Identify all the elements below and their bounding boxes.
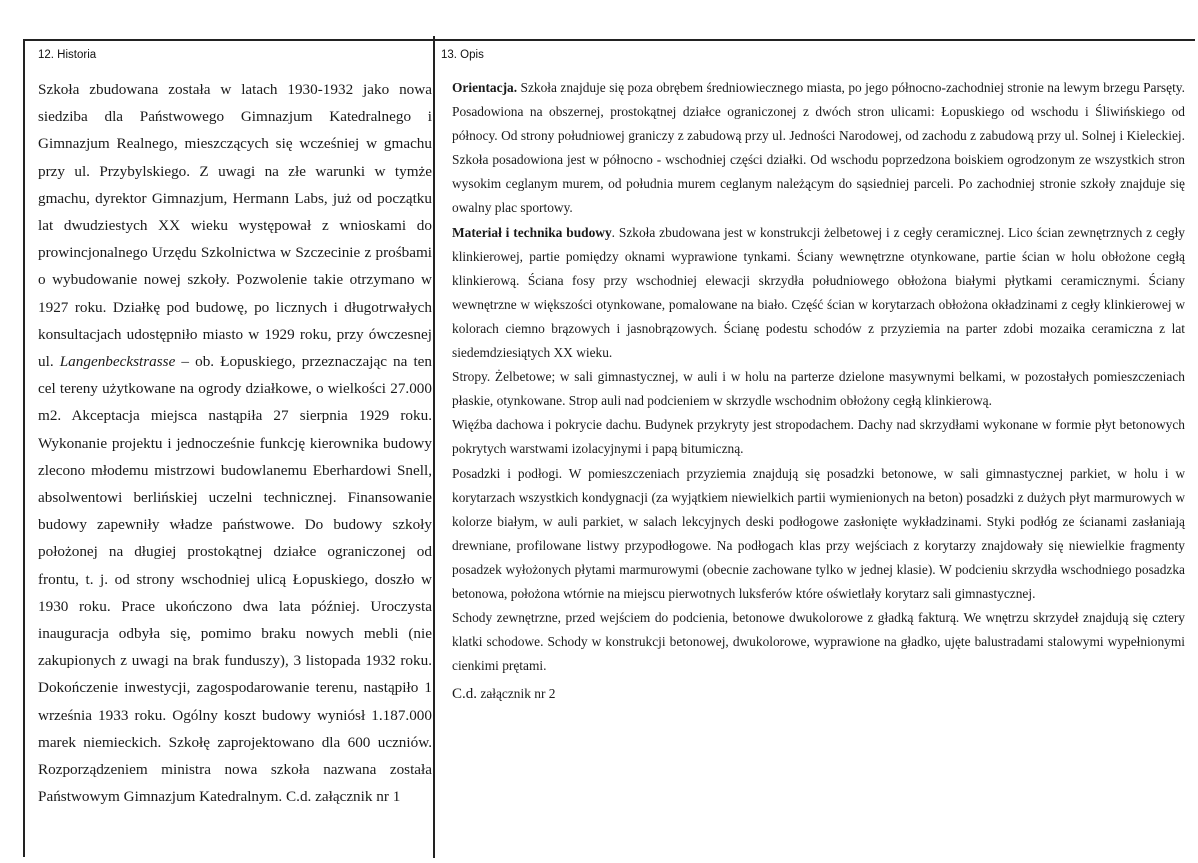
column-divider (433, 36, 435, 858)
historia-column (38, 76, 432, 810)
continuation-prefix: C.d. (452, 686, 478, 703)
section-title-historia: 12. Historia (38, 49, 97, 61)
material-text: . Szkoła zbudowana jest w konstrukcji żelbetowej i z cegły ceramicznej. Lico ścian zewnętrznych z cegły klinkierowej, partie pomiędzy oknami wyprawione tynkami. Ściany wewnętrzne otynkowane, partie ścian w holu obłożone cegłą klinkierową. Ściana fosy przy wschodniej elewacji skrzydła południowego obłożona białymi płytkami ceramicznymi. Ściany wewnętrzne w większości otynkowane, pomalowane na biało. Część ścian w korytarzach obłożona okładzinami z cegły klinkierowej w kolorach ciemno brązowych i jasnobrązowych. Ścianę podestu schodów z przyziemia na parter zdobi mozaika ceramiczna z lat siedemdziesiątych XX wieku. (452, 224, 1185, 361)
wiezba-paragraph: Więźba dachowa i pokrycie dachu. Budynek przykryty jest stropodachem. Dachy nad skrzydłami wykonane w formie płyt betonowych pokrytych warstwami izolacyjnymi i papą bitumiczną. (452, 417, 1185, 457)
section-title-opis: 13. Opis (441, 49, 484, 61)
orientacja-paragraph (452, 76, 1185, 221)
posadzki-paragraph: Posadzki i podłogi. W pomieszczeniach przyziemia znajdują się posadzki betonowe, w sali gimnastycznej parkiet, w holu i w korytarzach wszystkich kondygnacji (za wyjątkiem niewielkich partii wymienionych na beton) posadzki z dużych płyt marmurowych w kolorze białym, w auli parkiet, w salach lekcyjnych deski podłogowe zasłonięte wykładzinami. Styki podłóg ze ścianami zasłaniają drewniane, profilowane listwy przypodłogowe. Na podłogach klas przy wejściach z korytarzy znajdowały się niewielkie fragmenty posadzek wyłożonych płytami marmurowymi (obecnie zachowane tylko w jednej klasie). W podcieniu skrzydła wschodniego posadzka betonowa, położona wtórnie na miejscu pierwotnych luksferów które oświetlały korytarz sali gimnastycznej. (452, 465, 1185, 601)
historia-text-b: – ob. Łopuskiego, przeznaczając na ten cel tereny użytkowane na ogrody działkowe, o wielkości 27.000 m2. Akceptacja miejsca nastąpiła 27 sierpnia 1929 roku. Wykonanie projektu i jednocześnie funkcję kierownika budowy zlecono młodemu mistrzowi budowlanemu Eberhardowi Snell, absolwentowi berlińskiej uczelni technicznej. Finansowanie budowy zapewniły władze państwowe. Do budowy szkoły położonej na długiej prostokątnej działce ograniczonej od frontu, t. j. od strony wschodniej ulicą Łopuskiego, doszło w 1930 roku. Prace ukończono dwa lata później. Uroczysta inauguracja odbyła się, pomimo braku nowych mebli (nie zakupionych z uwagi na brak funduszy), 3 listopada 1932 roku. Dokończenie inwestycji, zagospodarowanie terenu, nastąpiło 1 września 1933 roku. Ogólny koszt budowy wyniósł 1.187.000 marek niemieckich. Szkołę zaprojektowano dla 600 uczniów. Rozporządzeniem ministra nowa szkoła nazwana została Państwowym Gimnazjum Katedralnym. C.d. załącznik nr 1 (38, 353, 433, 806)
material-heading: Materiał i technika budowy (452, 224, 612, 240)
orientacja-text: Szkoła znajduje się poza obrębem średniowiecznego miasta, po jego północno-zachodniej stronie na lewym brzegu Parsęty. Posadowiona na obszernej, prostokątnej działce ograniczonej z dwóch stron ulicami: Łopuskiego od wschodu i Śliwińskiego od północy. Od strony południowej graniczy z zabudową przy ul. Jedności Narodowej, od zachodu z zabudową przy ul. Solnej i Kieleckiej. Szkoła posadowiona jest w północno - wschodniej części działki. Od wschodu poprzedzona boiskiem ogrodzonym ze wszystkich stron wysokim ceglanym murem, od południa murem ceglanym należącym do sąsiedniej parceli. Po zachodniej stronie szkoły znajduje się owalny plac sportowy. (452, 80, 1185, 216)
street-name-italic: Langenbeckstrasse (59, 353, 176, 371)
continuation-note (452, 682, 1185, 706)
schody-paragraph: Schody zewnętrzne, przed wejściem do podcienia, betonowe dwukolorowe z gładką fakturą. We wnętrzu skrzydeł znajdują się cztery klatki schodowe. Schody w konstrukcji betonowej, dwukolorowe, wyprawione na gładko, ujęte balustradami stalowymi wypełnionymi cienkimi prętami. (452, 610, 1185, 674)
opis-column (452, 76, 1185, 706)
material-paragraph (452, 221, 1185, 366)
historia-text-a: Szkoła zbudowana została w latach 1930-1932 jako nowa siedziba dla Państwowego Gimnazjum Katedralnego i Gimnazjum Realnego, mieszczących się wcześniej w gmachu przy ul. Przybylskiego. Z uwagi na złe warunki w tymże gmachu, dyrektor Gimnazjum, Hermann Labs, już od początku lat dwudziestych XX wieku występował z wnioskami do prowincjonalnego Urzędu Szkolnictwa w Szczecinie z prośbami o wybudowanie nowej szkoły. Pozwolenie takie otrzymano w 1927 roku. Działkę pod budowę, po licznych i długotrwałych konsultacjach udostępniło miasto w 1929 roku, przy ówczesnej ul. (38, 81, 432, 371)
orientacja-heading: Orientacja. (452, 80, 518, 95)
historia-paragraph (38, 76, 432, 810)
stropy-paragraph: Stropy. Żelbetowe; w sali gimnastycznej, w auli i w holu na parterze dzielone masywnymi belkami, w pozostałych pomieszczeniach płaskie, otynkowane. Strop auli nad podcieniem w skrzydle wschodnim obłożony cegłą klinkierową. (452, 369, 1185, 409)
continuation-text: załącznik nr 2 (480, 686, 556, 702)
